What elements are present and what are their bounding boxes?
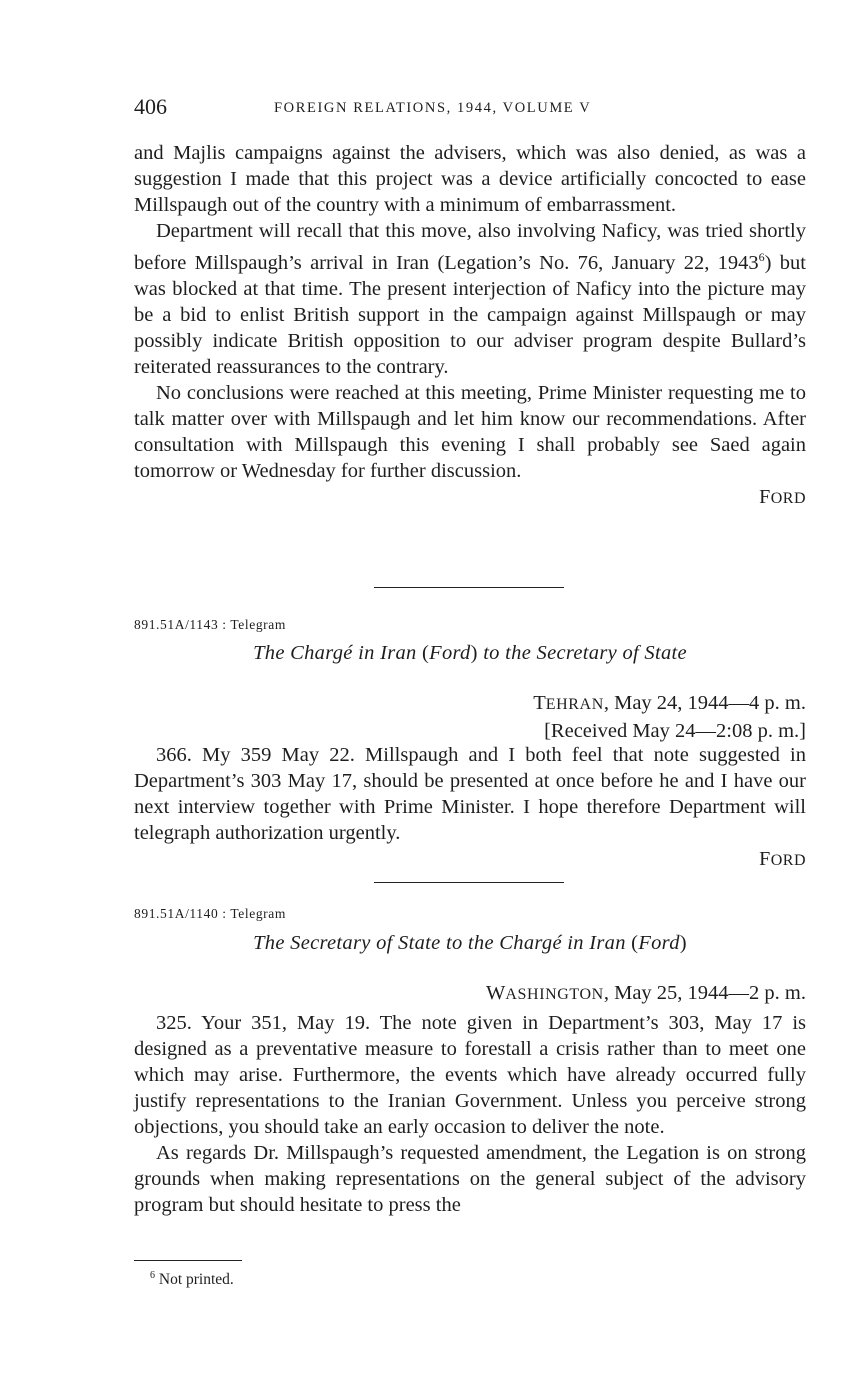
dateline <box>486 980 806 1008</box>
signature <box>134 484 806 510</box>
title-text: The Chargé in Iran <box>253 642 423 664</box>
footnote-reference: 6 <box>758 250 765 264</box>
paragraph: No conclusions were reached at this meeting, Prime Minister requesting me to talk matter over with Millspaugh and let him know our recommendations. After consultation with Millspaugh this evening I shall probably see Saed again tomorrow or Wednesday for further discussion. <box>134 381 806 482</box>
received-line: [Received May 24—2:08 p. m.] <box>544 720 806 742</box>
dateline <box>533 690 806 744</box>
title-paren: ( <box>631 932 639 954</box>
telegram-body <box>134 742 806 872</box>
dateline-place-date <box>486 980 806 1008</box>
date: , May 25, 1944—2 p. m. <box>603 982 806 1004</box>
title-paren: ) <box>470 642 478 664</box>
running-head: FOREIGN RELATIONS, 1944, VOLUME V <box>274 100 592 116</box>
paragraph-text: Department will recall that this move, also involving Naficy, was tried shortly before Millspaugh’s arrival in Iran (Legation’s No. 76, January 22, 1943 <box>134 220 806 274</box>
telegram-body <box>134 1010 806 1218</box>
signature-initial: F <box>759 485 771 508</box>
document-title <box>134 932 806 955</box>
paragraph: 325. Your 351, May 19. The note given in Department’s 303, May 17 is designed as a preventative measure to forestall a crisis rather than to meet one which may arise. Furthermore, the events which have already occurred fully justify representations to the Iranian Government. Unless you perceive strong objections, you should take an early occasion to deliver the note. <box>134 1012 806 1138</box>
paragraph-text: ) but was blocked at that time. The present interjection of Naficy into the picture may be a bid to enlist British support in the campaign against Millspaugh or may possibly indicate British opposition to our adviser program despite Bullard’s reiterated reassurances to the contrary. <box>134 251 806 378</box>
file-reference: 891.51A/1143 : Telegram <box>134 617 286 632</box>
place-rest: EHRAN <box>545 696 604 713</box>
signature-rest: ORD <box>770 489 806 507</box>
page-number: 406 <box>134 94 167 119</box>
dateline-place-date <box>533 690 806 718</box>
footnote-divider <box>134 1260 242 1261</box>
section-divider <box>374 882 564 883</box>
paragraph: As regards Dr. Millspaugh’s requested amendment, the Legation is on strong grounds when making representations on the general subject of the advisory program but should hesitate to press the <box>134 1142 806 1216</box>
footnote-marker: 6 <box>150 1270 155 1281</box>
place-initial: W <box>486 982 506 1004</box>
title-text: Ford <box>429 642 471 664</box>
signature <box>134 846 806 872</box>
title-text: Ford <box>638 932 680 954</box>
title-text: The Secretary of State to the Chargé in Iran <box>253 932 632 954</box>
paragraph <box>134 218 806 380</box>
place-initial: T <box>533 692 546 714</box>
title-paren: ( <box>422 642 430 664</box>
signature-rest: ORD <box>770 852 806 869</box>
document-title <box>134 642 806 665</box>
section-divider <box>374 587 564 588</box>
footnote <box>150 1270 234 1289</box>
file-reference: 891.51A/1140 : Telegram <box>134 906 286 921</box>
signature-initial: F <box>759 848 771 870</box>
continued-telegram <box>134 140 806 510</box>
date: , May 24, 1944—4 p. m. <box>603 692 806 714</box>
place-rest: ASHINGTON <box>505 986 604 1003</box>
paragraph: 366. My 359 May 22. Millspaugh and I both feel that note suggested in Department’s 303 May 17, should be presented at once before he and I have our next interview together with Prime Minister. I hope therefore Department will telegraph authorization urgently. <box>134 744 806 844</box>
page-header <box>134 94 806 124</box>
title-paren: ) <box>679 932 687 954</box>
paragraph: and Majlis campaigns against the advisers, which was also denied, as was a suggestion I made that this project was a device artificially concocted to ease Millspaugh out of the country with a minimum of embarrassment. <box>134 142 806 216</box>
footnote-text: Not printed. <box>158 1271 234 1289</box>
title-text: to the Secretary of State <box>477 642 687 664</box>
